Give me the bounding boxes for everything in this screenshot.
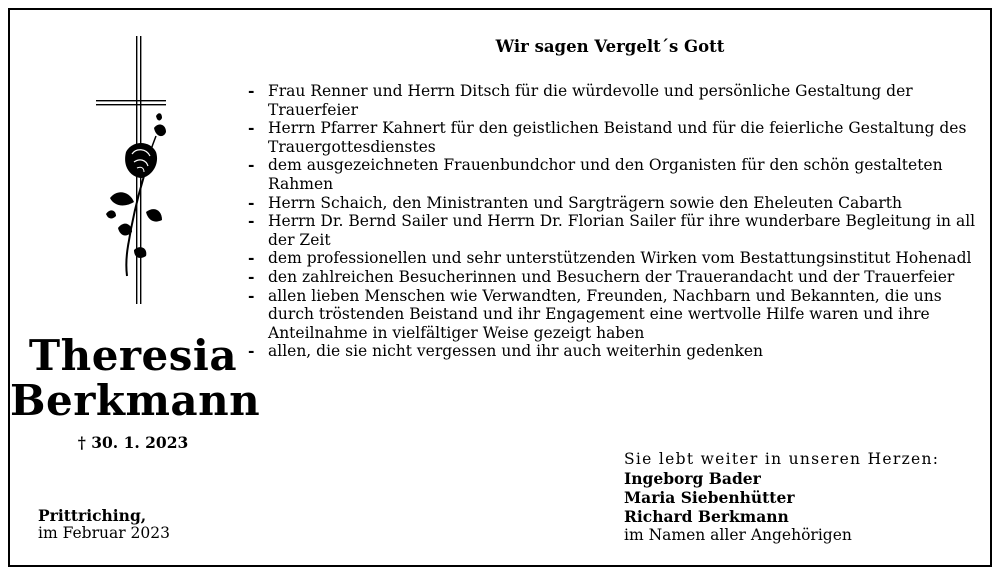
place-name: Prittriching, (38, 506, 147, 525)
list-item: - Herrn Dr. Bernd Sailer und Herrn Dr. Florian Sailer für ihre wunderbare Begleitung in all der Zeit (246, 212, 976, 249)
thanks-heading: Wir sagen Vergelt´s Gott (495, 37, 725, 56)
list-item: - allen lieben Menschen wie Verwandten, Freunden, Nachbarn und Bekannten, die uns durch tröstenden Beistand und ihr Engagement eine wertvolle Hilfe waren und ihre Anteilnahme in vielfältiger Weise gezeigt haben (246, 287, 976, 343)
list-item: - allen, die sie nicht vergessen und ihr auch weiterhin gedenken (246, 342, 976, 361)
mourner-name: Ingeborg Bader (624, 469, 761, 488)
mourner-name: Richard Berkmann (624, 507, 789, 526)
mourner-name: Maria Siebenhütter (624, 488, 795, 507)
list-item: - den zahlreichen Besucherinnen und Besuchern der Trauerandacht und der Trauerfeier (246, 268, 976, 287)
thanks-list (246, 82, 976, 361)
cross-with-rose-icon (96, 36, 188, 304)
list-item: - Herrn Schaich, den Ministranten und Sargträgern sowie den Eheleuten Cabarth (246, 194, 976, 213)
list-item: - dem professionellen und sehr unterstützenden Wirken vom Bestattungsinstitut Hohenadl (246, 249, 976, 268)
notice-date: im Februar 2023 (38, 524, 170, 542)
closing-footer: im Namen aller Angehörigen (624, 526, 852, 544)
list-item: - Herrn Pfarrer Kahnert für den geistlichen Beistand und für die feierliche Gestaltung des Trauergottesdienstes (246, 119, 976, 156)
deceased-first-name: Theresia (28, 331, 238, 380)
list-item: - Frau Renner und Herrn Ditsch für die würdevolle und persönliche Gestaltung der Trauerfeier (246, 82, 976, 119)
closing-block (624, 450, 984, 545)
closing-motto: Sie lebt weiter in unseren Herzen: (624, 450, 940, 468)
obituary-notice (8, 8, 992, 567)
list-item: - dem ausgezeichneten Frauenbundchor und den Organisten für den schön gestalteten Rahmen (246, 156, 976, 193)
death-date: † 30. 1. 2023 (77, 433, 189, 452)
deceased-last-name: Berkmann (10, 376, 261, 425)
